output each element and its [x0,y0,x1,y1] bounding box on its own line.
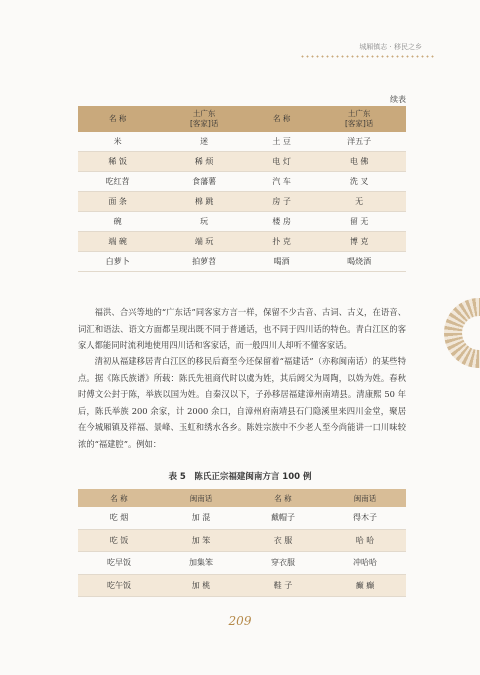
table-cell: 稀 烦 [157,152,251,172]
column-header: 名 称 [251,106,312,132]
column-header: 名 称 [242,489,324,507]
table-cell: 加 桃 [160,574,242,597]
column-header: 土广东 [客家]话 [157,106,251,132]
table-row [78,252,406,272]
table-row [78,192,406,212]
table-header-row [78,106,406,132]
table-row [78,232,406,252]
running-head: 城厢镇志 · 移民之乡 [359,43,422,51]
table-row [78,132,406,152]
paragraph-fujian: 清初从福建移居青白江区的移民后裔至今还保留着“福建话”（亦称闽南话）的某些特点。据《陈氏族谱》所载：陈氏先祖商代时以虞为姓，其后阏父为周陶，以妫为姓。春秋时傅文公封于陈，举族以国为姓。自秦汉以下，子孙移居福建漳州南靖县。清康熙 50 年后，陈氏举族 200 余家，计 2000 余口，自漳州府南靖县石门隐溪里来四川金堂，聚居在今城厢镇及祥福、景峰、玉虹和绣水各乡。陈姓宗族中不少老人至今尚能讲一口川味较浓的“福建腔”。例如： [78,356,406,449]
table-cell: 吃 烟 [78,507,160,529]
column-header: 闽南话 [160,489,242,507]
minnan-dialect-table [78,489,406,597]
hakka-dialect-table [78,106,406,272]
table-cell: 无 [312,192,406,212]
table-cell: 加集笨 [160,552,242,575]
column-header: 土广东 [客家]话 [312,106,406,132]
table-cell: 棉 跳 [157,192,251,212]
table-cell: 博 克 [312,232,406,252]
column-header: 名 称 [78,489,160,507]
table-caption: 表 5 陈氏正宗福建闽南方言 100 例 [168,472,312,482]
table-cell: 戴帽子 [242,507,324,529]
column-header: 闽南话 [324,489,406,507]
table-row [78,552,406,575]
table-row [78,507,406,529]
table-cell: 扑 克 [251,232,312,252]
table-cell: 吃早饭 [78,552,160,575]
table-cell: 吃 饭 [78,529,160,552]
table-row [78,574,406,597]
table-cell: 稀 饭 [78,152,157,172]
table-cell: 冲哈哈 [324,552,406,575]
table-cell: 喝烧酒 [312,252,406,272]
table-cell: 土 豆 [251,132,312,152]
paragraph-hakka: 福洪、合兴等地的“广东话”同客家方言一样，保留不少古音、古词、古义，在语音、词汇和语法、语文方面都呈现出既不同于普通话，也不同于四川话的特色。青白江区的客家人都能同时流利地使用四川话和客家话，而一般四川人却听不懂客家话。 [78,307,406,350]
table-cell: 癫 癫 [324,574,406,597]
table-cell: 碗 [78,212,157,232]
table-cell: 拍萝苕 [157,252,251,272]
table-cell: 米 [78,132,157,152]
table-cell: 汽 车 [251,172,312,192]
table-cell: 端 碗 [78,232,157,252]
table-cell: 穿衣服 [242,552,324,575]
table-cell: 电 佛 [312,152,406,172]
continued-label: 续表 [390,95,406,104]
table-cell: 洗 叉 [312,172,406,192]
table-header-row [78,489,406,507]
table-cell: 加 混 [160,507,242,529]
table-cell: 衣 服 [242,529,324,552]
dotted-rule [300,55,436,58]
table-cell: 得木子 [324,507,406,529]
table-cell: 楼 房 [251,212,312,232]
table-cell: 喝酒 [251,252,312,272]
decorative-swirl [444,298,480,368]
table-cell: 留 无 [312,212,406,232]
table-cell: 吃红苕 [78,172,157,192]
table-cell: 白萝卜 [78,252,157,272]
table-cell: 电 灯 [251,152,312,172]
column-header: 名 称 [78,106,157,132]
table-row [78,529,406,552]
table-cell: 哈 哈 [324,529,406,552]
table-cell: 房 子 [251,192,312,212]
table-cell: 面 条 [78,192,157,212]
table-row [78,212,406,232]
table-cell: 玩 [157,212,251,232]
table-cell: 加 笨 [160,529,242,552]
table-cell: 鞋 子 [242,574,324,597]
table-cell: 洋五子 [312,132,406,152]
table-row [78,172,406,192]
table-cell: 食藩薯 [157,172,251,192]
table-row [78,152,406,172]
table-cell: 端 玩 [157,232,251,252]
table-cell: 吃午饭 [78,574,160,597]
table-cell: 迷 [157,132,251,152]
page-number: 209 [228,614,252,628]
